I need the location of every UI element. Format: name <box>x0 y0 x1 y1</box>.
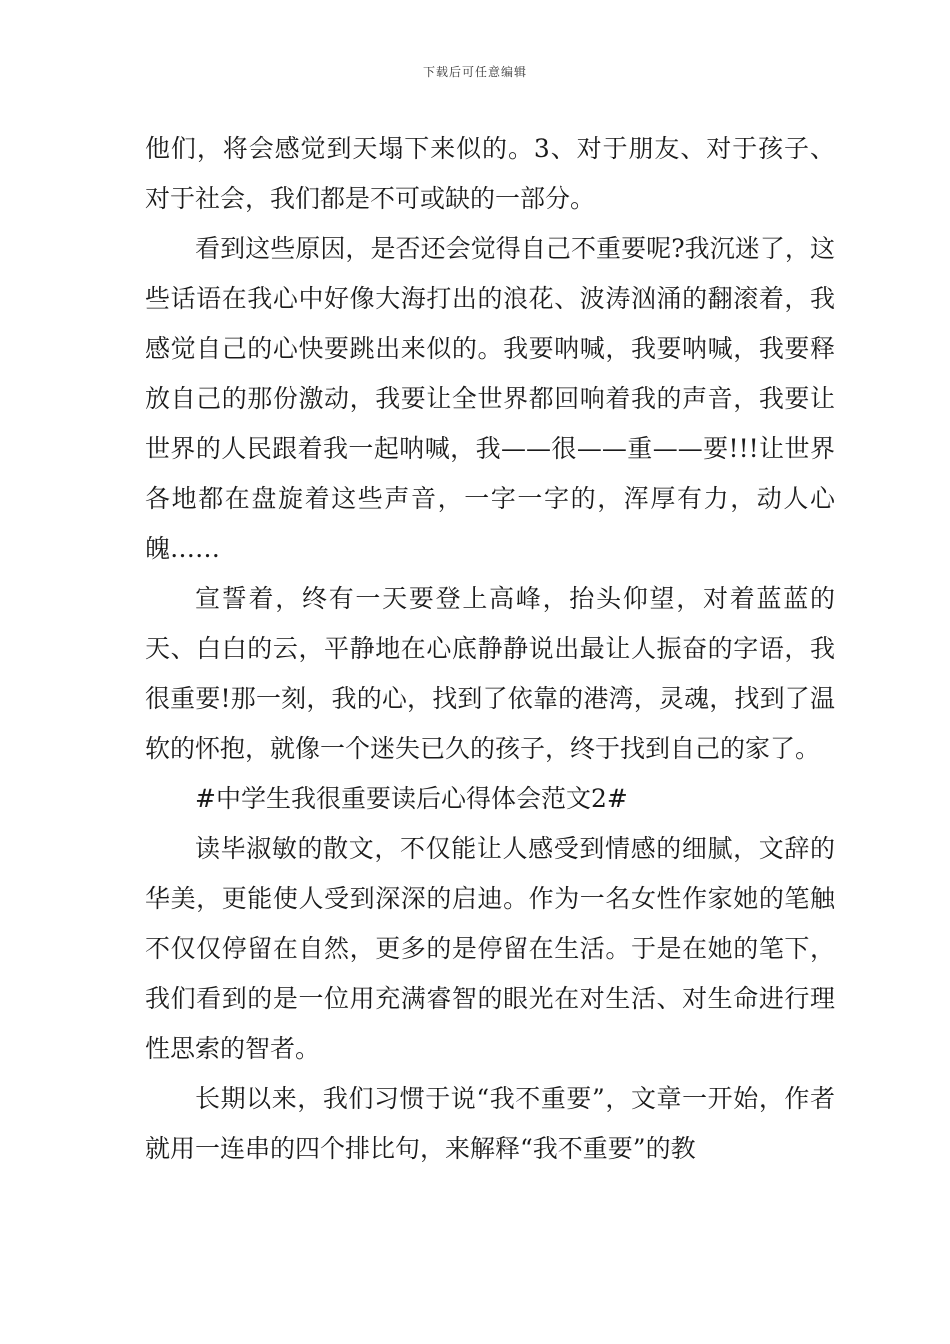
paragraph: 长期以来，我们习惯于说“我不重要”，文章一开始，作者就用一连串的四个排比句，来解释“我不重要”的教 <box>145 1084 835 1163</box>
paragraph: 看到这些原因，是否还会觉得自己不重要呢?我沉迷了，这些话语在我心中好像大海打出的浪花、波涛汹涌的翻滚着，我感觉自己的心快要跳出来似的。我要呐喊，我要呐喊，我要释放自己的那份激动，我要让全世界都回响着我的声音，我要让世界的人民跟着我一起呐喊，我——很——重——要!!!让世界各地都在盘旋着这些声音，一字一字的，浑厚有力，动人心魄…… <box>145 234 835 563</box>
paragraph: 宣誓着，终有一天要登上高峰，抬头仰望，对着蓝蓝的天、白白的云，平静地在心底静静说出最让人振奋的字语，我很重要!那一刻，我的心，找到了依靠的港湾，灵魂，找到了温软的怀抱，就像一个迷失已久的孩子，终于找到自己的家了。 <box>145 584 835 763</box>
document-body <box>145 124 835 1174</box>
paragraph-continuation: 他们，将会感觉到天塌下来似的。3、对于朋友、对于孩子、对于社会，我们都是不可或缺的一部分。 <box>145 134 835 213</box>
paragraph: 读毕淑敏的散文，不仅能让人感受到情感的细腻，文辞的华美，更能使人受到深深的启迪。作为一名女性作家她的笔触不仅仅停留在自然，更多的是停留在生活。于是在她的笔下，我们看到的是一位用充满睿智的眼光在对生活、对生命进行理性思索的智者。 <box>145 834 835 1063</box>
page-header: 下载后可任意编辑 <box>422 65 527 79</box>
section-heading: #中学生我很重要读后心得体会范文2# <box>195 784 628 813</box>
